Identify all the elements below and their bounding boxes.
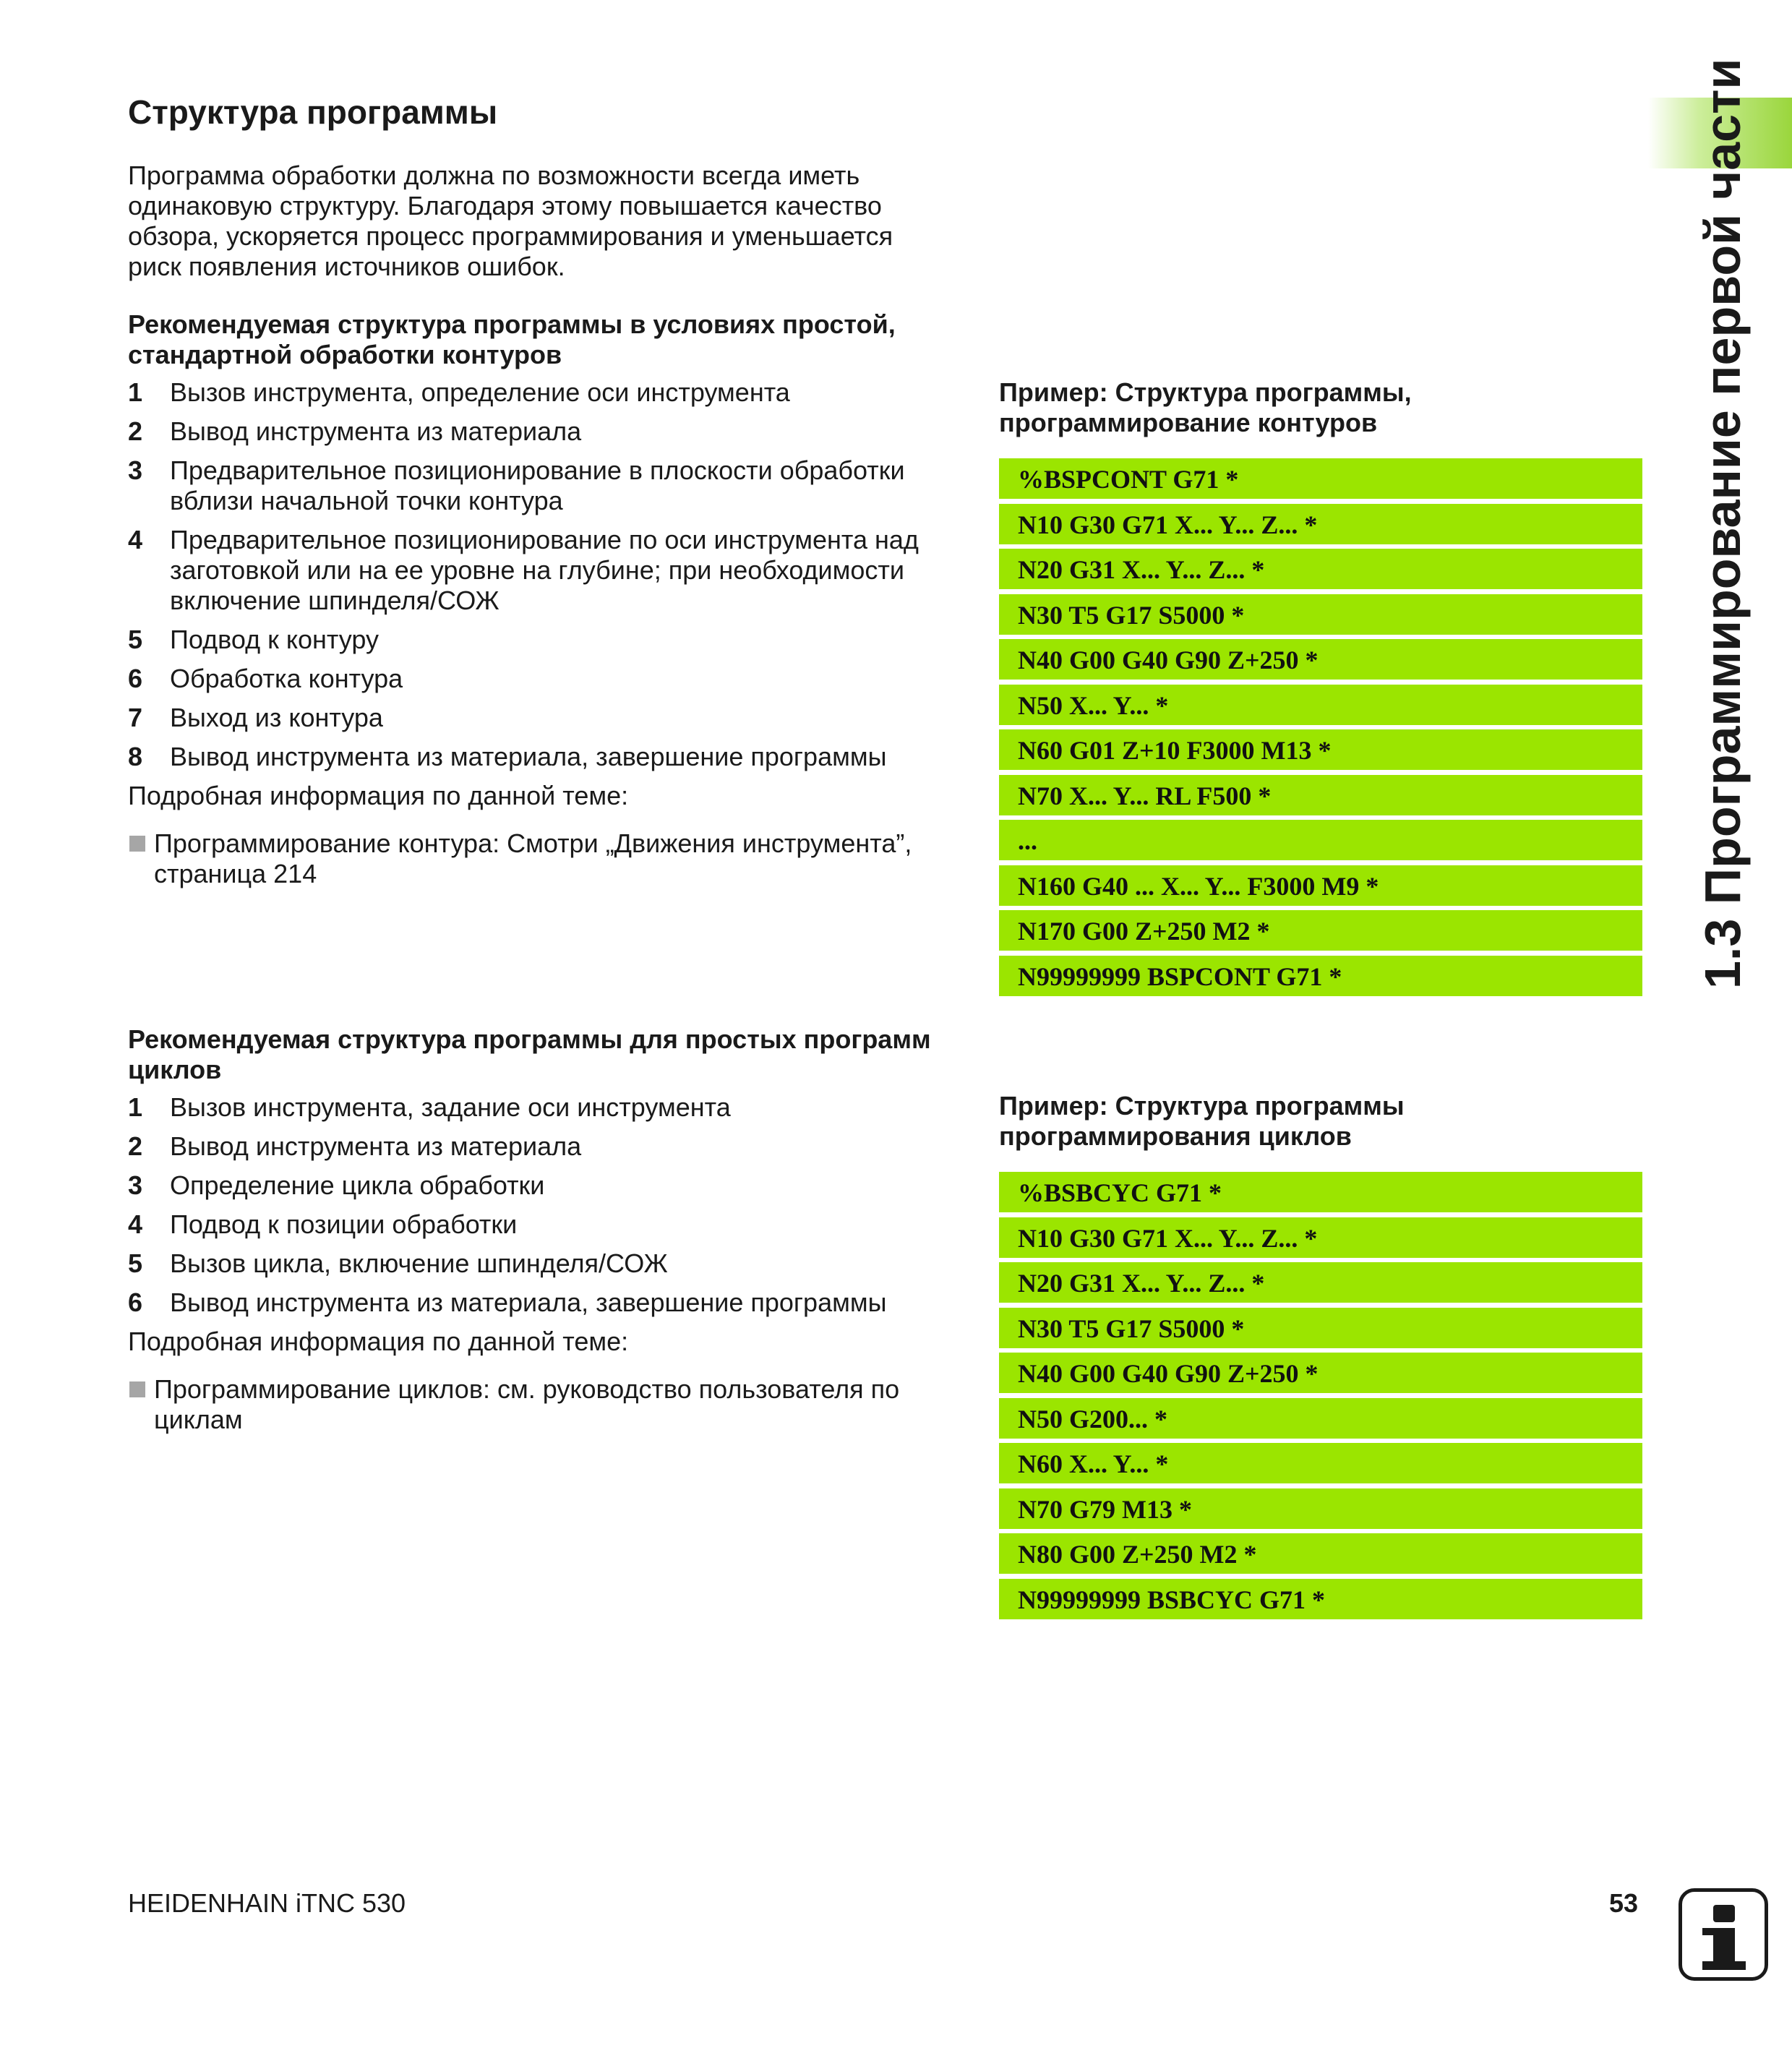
step-number: 3 xyxy=(128,455,143,485)
section-heading: Рекомендуемая структура программы в условиях простой, стандартной обработки контуров xyxy=(128,309,896,369)
code-line: %BSPCONT G71 * xyxy=(999,458,1642,499)
code-line: N50 X... Y... * xyxy=(999,685,1642,725)
step-number: 5 xyxy=(128,625,143,654)
section-heading: Рекомендуемая структура программы для простых программ циклов xyxy=(128,1024,931,1084)
list-item xyxy=(128,828,952,889)
step-text: Вызов инструмента, определение оси инструмента xyxy=(170,377,790,407)
code-line: N60 G01 Z+10 F3000 M13 * xyxy=(999,729,1642,770)
reference-link[interactable]: Программирование контура: Смотри „Движения инструмента”, страница 214 xyxy=(154,828,912,888)
step-text: Обработка контура xyxy=(170,664,403,693)
step-number: 1 xyxy=(128,1092,143,1122)
step-text: Вызов инструмента, задание оси инструмента xyxy=(170,1092,731,1122)
code-line: N10 G30 G71 X... Y... Z... * xyxy=(999,1217,1642,1258)
step-number: 1 xyxy=(128,377,143,407)
step-number: 2 xyxy=(128,416,143,446)
step-text: Вывод инструмента из материала, завершение программы xyxy=(170,742,887,771)
steps-list xyxy=(128,1092,981,1318)
code-listing xyxy=(999,1172,1642,1619)
code-line: N170 G00 Z+250 M2 * xyxy=(999,910,1642,951)
example-caption: Пример: Структура программы программирования циклов xyxy=(999,1091,1405,1151)
step-number: 8 xyxy=(128,742,143,771)
list-item xyxy=(128,525,981,616)
list-item xyxy=(128,416,981,447)
step-number: 6 xyxy=(128,1288,143,1317)
code-line: N20 G31 X... Y... Z... * xyxy=(999,549,1642,589)
code-line: %BSBCYC G71 * xyxy=(999,1172,1642,1212)
list-item xyxy=(128,1170,981,1201)
code-line: N20 G31 X... Y... Z... * xyxy=(999,1262,1642,1303)
list-item xyxy=(128,625,981,655)
chapter-side-tab: 1.3 Программирование первой части xyxy=(1694,58,1751,989)
square-bullet-icon xyxy=(129,1381,145,1397)
code-line: N70 G79 M13 * xyxy=(999,1488,1642,1529)
reference-list xyxy=(128,828,952,889)
code-line: N40 G00 G40 G90 Z+250 * xyxy=(999,639,1642,680)
step-text: Вызов цикла, включение шпинделя/СОЖ xyxy=(170,1248,668,1278)
step-number: 4 xyxy=(128,525,143,554)
step-number: 5 xyxy=(128,1248,143,1278)
intro-paragraph: Программа обработки должна по возможности всегда иметь одинаковую структуру. Благодаря этому повышается качество обзора, ускоряется процесс программирования и уменьшается риск появления источников ошибок. xyxy=(128,160,893,281)
step-text: Определение цикла обработки xyxy=(170,1170,545,1200)
code-line: N30 T5 G17 S5000 * xyxy=(999,594,1642,635)
step-text: Вывод инструмента из материала xyxy=(170,416,582,446)
list-item xyxy=(128,377,981,408)
step-text: Подвод к контуру xyxy=(170,625,379,654)
reference-link[interactable]: Программирование циклов: см. руководство пользователя по циклам xyxy=(154,1374,900,1434)
code-line: N50 G200... * xyxy=(999,1398,1642,1439)
reference-list xyxy=(128,1374,952,1435)
code-line: N99999999 BSPCONT G71 * xyxy=(999,956,1642,996)
info-icon xyxy=(1679,1888,1768,1981)
page-title: Структура программы xyxy=(128,93,498,131)
example-cycles xyxy=(999,1091,1642,1624)
step-number: 4 xyxy=(128,1209,143,1239)
code-line: N160 G40 ... X... Y... F3000 M9 * xyxy=(999,865,1642,906)
step-text: Вывод инструмента из материала xyxy=(170,1131,582,1161)
list-item xyxy=(128,742,981,772)
code-line: N60 X... Y... * xyxy=(999,1443,1642,1483)
more-info-label: Подробная информация по данной теме: xyxy=(128,781,629,810)
example-caption: Пример: Структура программы, программирование контуров xyxy=(999,377,1412,437)
step-text: Выход из контура xyxy=(170,703,383,732)
list-item xyxy=(128,703,981,733)
step-number: 6 xyxy=(128,664,143,693)
list-item xyxy=(128,1248,981,1279)
list-item xyxy=(128,1131,981,1162)
code-line: N99999999 BSBCYC G71 * xyxy=(999,1579,1642,1619)
step-text: Предварительное позиционирование по оси инструмента над заготовкой или на ее уровне на глубине; при необходимости включение шпинделя/СОЖ xyxy=(170,525,919,615)
code-line: N40 G00 G40 G90 Z+250 * xyxy=(999,1353,1642,1393)
step-text: Предварительное позиционирование в плоскости обработки вблизи начальной точки контура xyxy=(170,455,905,515)
code-line: ... xyxy=(999,820,1642,860)
code-line: N80 G00 Z+250 M2 * xyxy=(999,1533,1642,1574)
steps-list xyxy=(128,377,981,772)
list-item xyxy=(128,455,981,516)
code-line: N70 X... Y... RL F500 * xyxy=(999,775,1642,815)
code-line: N10 G30 G71 X... Y... Z... * xyxy=(999,504,1642,544)
section-cycles xyxy=(128,1024,981,1435)
footer-product: HEIDENHAIN iTNC 530 xyxy=(128,1888,406,1918)
list-item xyxy=(128,664,981,694)
step-text: Вывод инструмента из материала, завершение программы xyxy=(170,1288,887,1317)
step-text: Подвод к позиции обработки xyxy=(170,1209,518,1239)
code-listing xyxy=(999,458,1642,996)
list-item xyxy=(128,1209,981,1240)
list-item xyxy=(128,1092,981,1123)
step-number: 7 xyxy=(128,703,143,732)
page-number: 53 xyxy=(1609,1888,1639,1918)
step-number: 2 xyxy=(128,1131,143,1161)
more-info-label: Подробная информация по данной теме: xyxy=(128,1327,629,1356)
example-contours xyxy=(999,377,1642,1001)
list-item xyxy=(128,1374,952,1435)
step-number: 3 xyxy=(128,1170,143,1200)
section-contours xyxy=(128,309,981,889)
square-bullet-icon xyxy=(129,836,145,852)
code-line: N30 T5 G17 S5000 * xyxy=(999,1308,1642,1348)
list-item xyxy=(128,1288,981,1318)
